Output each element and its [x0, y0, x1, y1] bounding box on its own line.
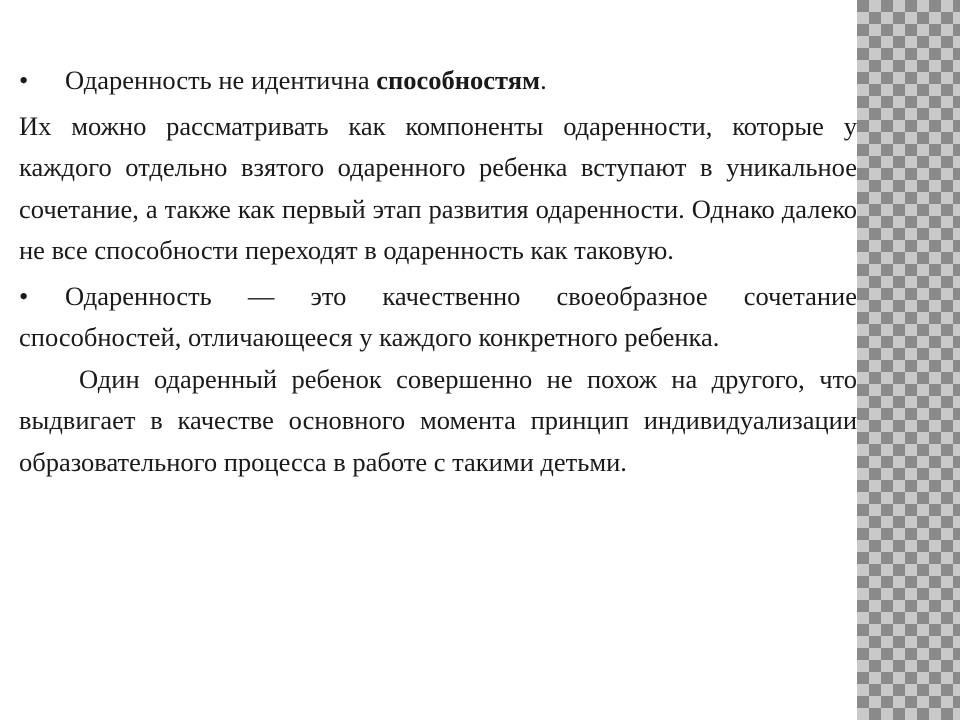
bullet-marker-2: • [19, 280, 29, 311]
paragraph-1: Их можно рассматривать как компоненты одаренности, которые у каждого отдельно взятого одаренного ребенка вступают в уникальное сочетание, а также как первый этап развития одаренности. Однако далеко не все способности переходят в одаренность как таковую. [19, 110, 857, 265]
paragraph-2: Один одаренный ребенок совершенно не похож на другого, что выдвигает в качестве основного момента принцип индивидуализации образовательного процесса в работе с такими детьми. [19, 363, 857, 477]
point1-text: Одаренность не идентична [65, 65, 377, 95]
point2-text: Одаренность — это качественно своеобразное сочетание способностей, отличающееся у каждого конкретного ребенка. [19, 280, 857, 352]
point1-period: . [540, 65, 547, 95]
bullet-point-2 [19, 276, 857, 359]
point1-bold-word: способностям [376, 65, 541, 95]
decorative-pattern-strip [857, 0, 960, 720]
slide-text-body [19, 60, 857, 483]
bullet-marker: • [19, 65, 29, 95]
bullet-point-1 [19, 60, 857, 102]
